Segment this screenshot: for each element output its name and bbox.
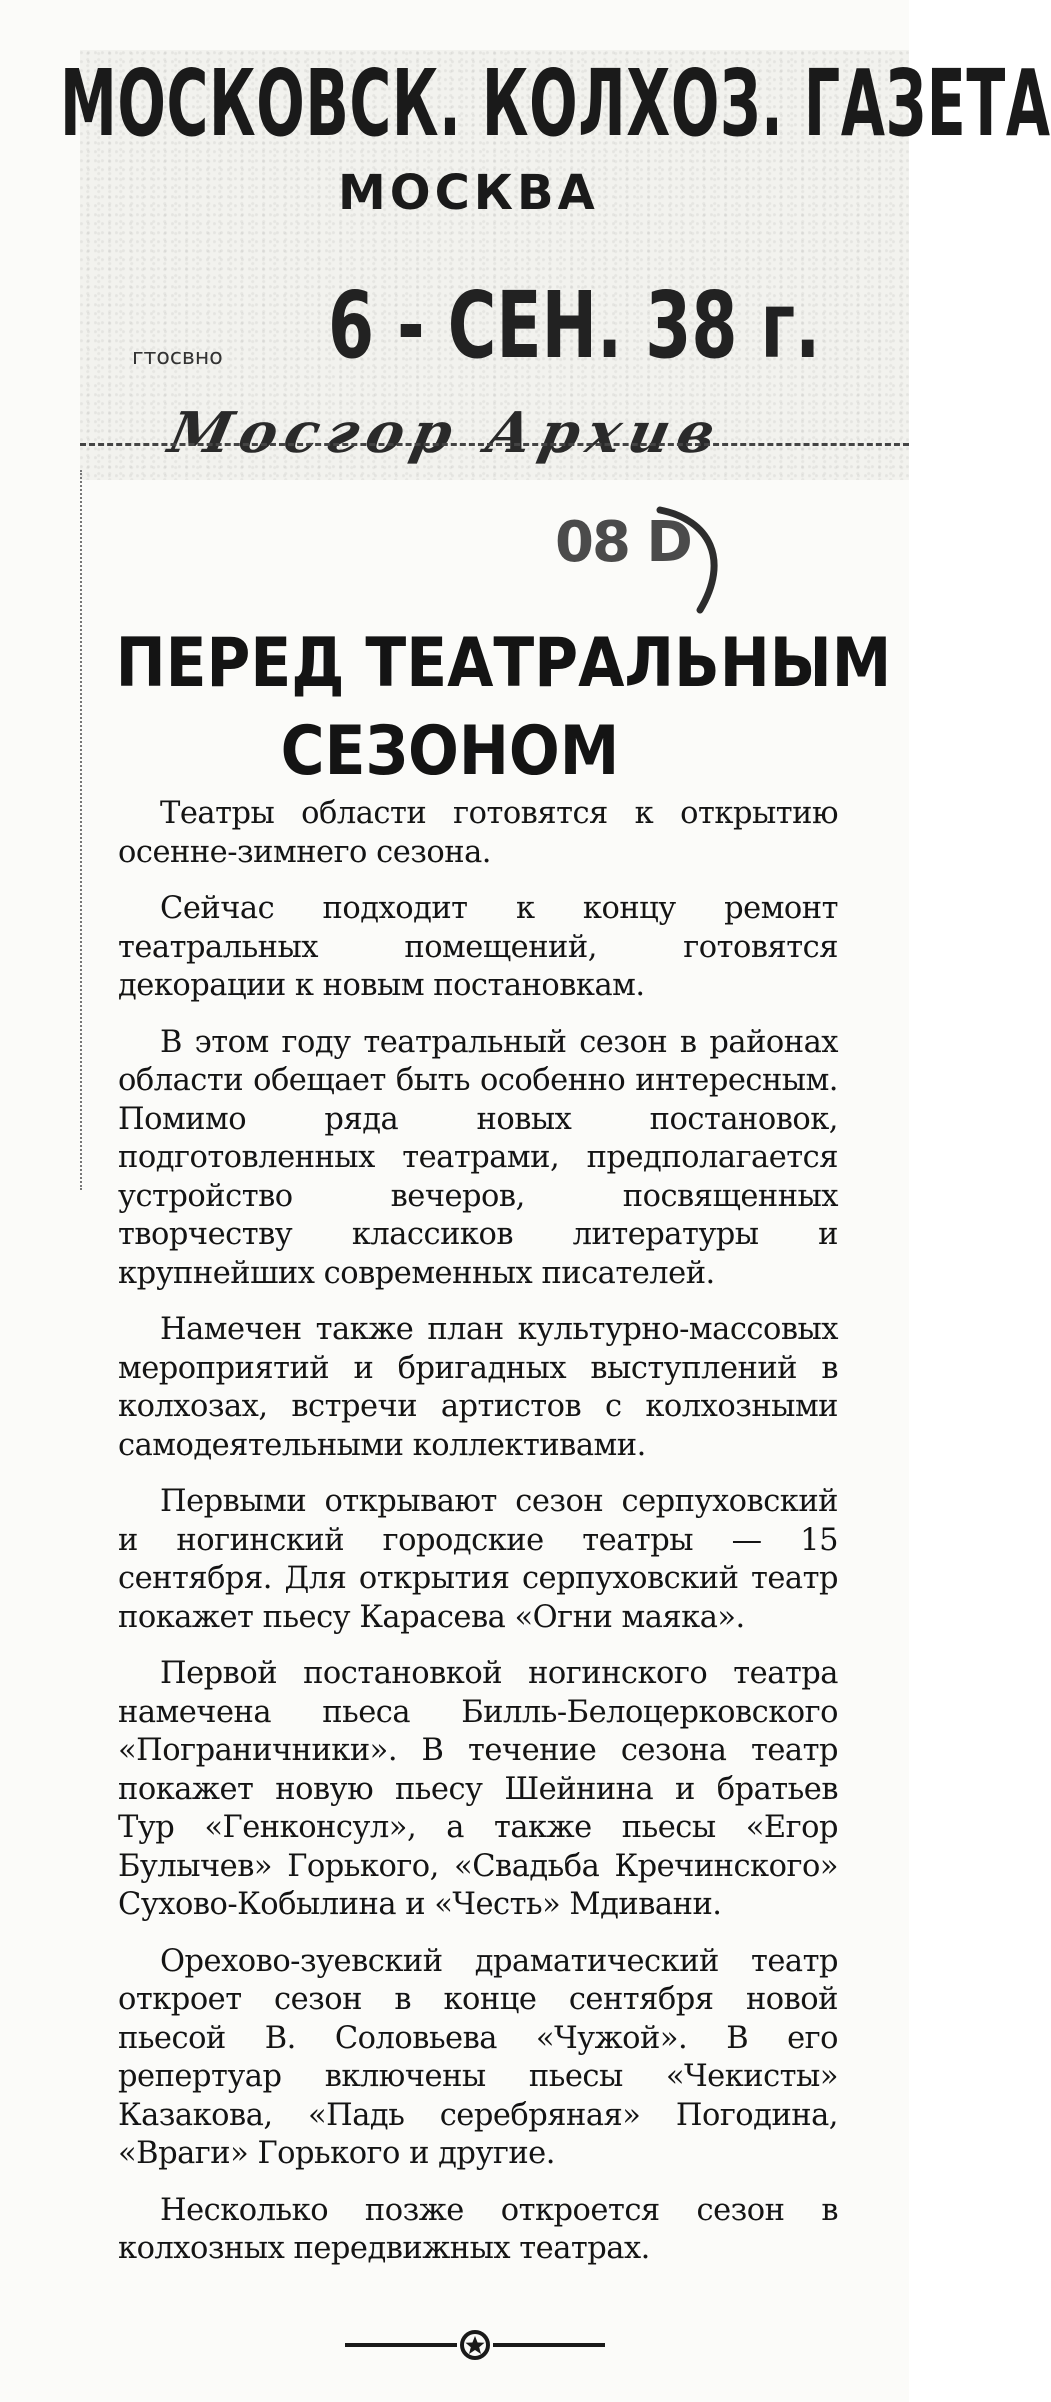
date-stamp: 6 - СЕН. 38 г. [328,272,821,379]
city-label: МОСКВА [338,165,599,221]
headline-line-2: СЕЗОНОМ [280,712,620,791]
article-paragraph: Театры области готовятся к открытию осенне-зимнего сезона. [118,796,838,870]
article-paragraph: Несколько позже откроется сезон в колхозных передвижных театрах. [118,2192,838,2266]
star-rule-icon [345,2330,605,2360]
article-body [118,795,838,2287]
handwritten-bracket-icon [640,500,750,620]
clipping-edge-line [80,470,82,1190]
stamp-small-text: гтосвно [132,345,223,370]
handwritten-mark: 08 D [555,510,691,575]
handwritten-signature: Мосгор Архив [162,400,730,466]
article-paragraph: Первыми открывают сезон серпуховский и ногинский городские театры — 15 сентября. Для открытия серпуховский театр покажет пьесу Карасева «Огни маяка». [118,1484,838,1635]
stamp-divider [80,443,909,446]
clipping-stamp [60,40,1051,466]
article-paragraph: В этом году театральный сезон в районах области обещает быть особенно интересным. Помимо ряда новых постановок, подготовленных театрами, предполагается устройство вечеров, посвященных творчеству классиков литературы и крупнейших современных писателей. [118,1024,838,1291]
headline-line-1: ПЕРЕД ТЕАТРАЛЬНЫМ [115,624,892,703]
article-paragraph: Сейчас подходит к концу ремонт театральных помещений, готовятся декорации к новым постановкам. [118,891,838,1003]
article-paragraph: Намечен также план культурно-массовых мероприятий и бригадных выступлений в колхозах, встречи артистов с колхозными самодеятельными коллективами. [118,1312,838,1463]
article-headline [70,620,892,796]
article-paragraph: Орехово-зуевский драматический театр откроет сезон в конце сентября новой пьесой В. Соловьева «Чужой». В его репертуар включены пьесы «Чекисты» Казакова, «Падь серебряная» Погодина, «Враги» Горького и другие. [118,1943,838,2171]
article-paragraph: Первой постановкой ногинского театра намечена пьеса Билль-Белоцерковского «Пограничники». В течение сезона театр покажет новую пьесу Шейнина и братьев Тур «Генконсул», а также пьесы «Егор Булычев» Горького, «Свадьба Кречинского» Сухово-Кобылина и «Честь» Мдивани. [118,1656,838,1922]
newspaper-title: МОСКОВСК. КОЛХОЗ. ГАЗЕТА [60,50,1051,157]
